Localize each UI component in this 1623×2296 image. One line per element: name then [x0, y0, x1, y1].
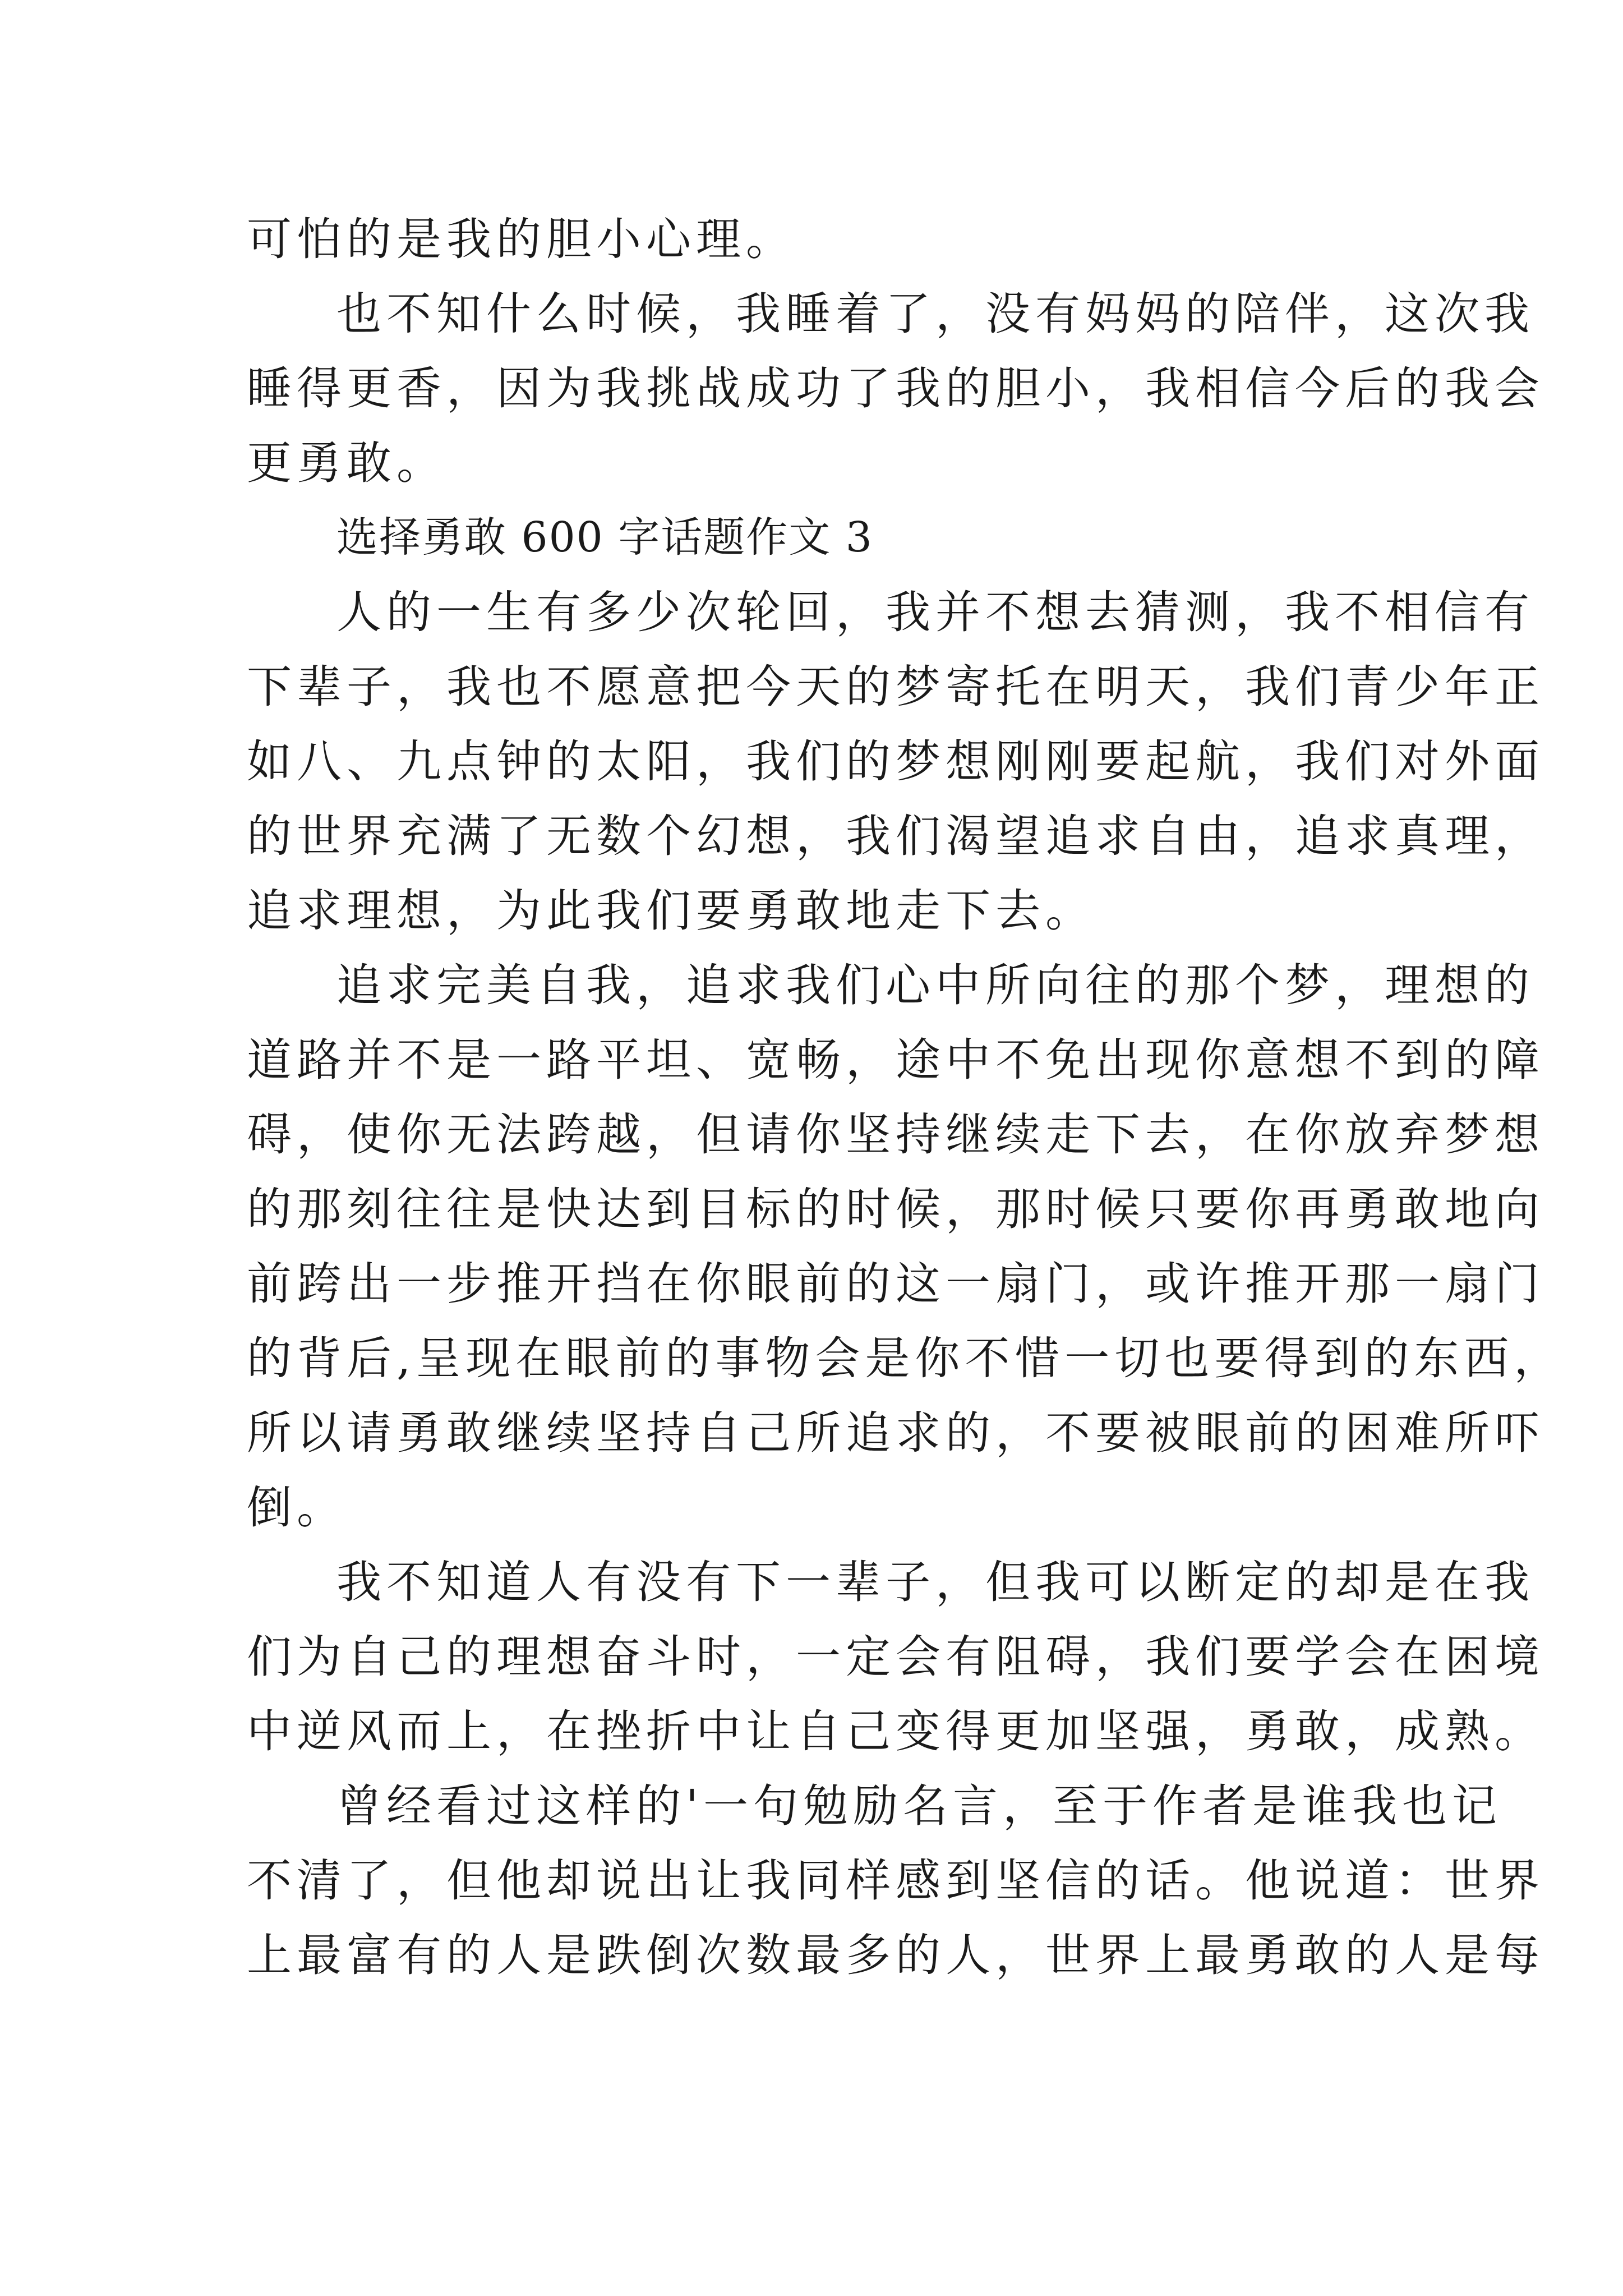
text-line: 也不知什么时候，我睡着了，没有妈妈的陪伴，这次我: [336, 288, 1534, 340]
text-line: 可怕的是我的胆小心理。: [247, 213, 796, 265]
text-line: 下辈子，我也不愿意把今天的梦寄托在明天，我们青少年正: [247, 661, 1544, 713]
text-line: 追求理想，为此我们要勇敢地走下去。: [247, 885, 1095, 937]
text-line: 们为自己的理想奋斗时，一定会有阻碍，我们要学会在困境: [247, 1631, 1544, 1683]
paragraph: [247, 277, 1544, 500]
paragraph: [247, 1769, 1544, 1993]
paragraph: [247, 575, 1544, 948]
paragraph: [247, 1545, 1544, 1769]
document-page: [247, 202, 1564, 1993]
text-line: 所以请勇敢继续坚持自己所追求的，不要被眼前的困难所吓: [247, 1407, 1544, 1459]
text-line: 如八、九点钟的太阳，我们的梦想刚刚要起航，我们对外面: [247, 735, 1544, 788]
text-line: 我不知道人有没有下一辈子，但我可以断定的却是在我: [336, 1556, 1534, 1608]
text-line: 曾经看过这样的'一句勉励名言，至于作者是谁我也记: [336, 1780, 1502, 1832]
text-line: 道路并不是一路平坦、宽畅，途中不免出现你意想不到的障: [247, 1034, 1544, 1086]
text-line: 的那刻往往是快达到目标的时候，那时候只要你再勇敢地向: [247, 1183, 1544, 1235]
text-line: 上最富有的人是跌倒次数最多的人，世界上最勇敢的人是每: [247, 1929, 1544, 1981]
text-line: 的世界充满了无数个幻想，我们渴望追求自由，追求真理，: [247, 810, 1544, 862]
text-line: 不清了，但他却说出让我同样感到坚信的话。他说道：世界: [247, 1855, 1544, 1907]
text-line: 倒。: [247, 1481, 347, 1534]
text-line: 睡得更香，因为我挑战成功了我的胆小，我相信今后的我会: [247, 362, 1544, 415]
text-line: 前跨出一步推开挡在你眼前的这一扇门，或许推开那一扇门: [247, 1258, 1544, 1310]
text-line: 更勇敢。: [247, 437, 446, 489]
heading-text: 选择勇敢 600 字话题作文 3: [336, 513, 873, 562]
text-line: 的背后,呈现在眼前的事物会是你不惜一切也要得到的东西，: [247, 1332, 1564, 1384]
paragraph-continuation: [247, 202, 1391, 277]
text-line: 追求完美自我，追求我们心中所向往的那个梦，理想的: [336, 959, 1534, 1011]
text-line: 碍，使你无法跨越，但请你坚持继续走下去，在你放弃梦想: [247, 1108, 1544, 1161]
text-line: 中逆风而上，在挫折中让自己变得更加坚强，勇敢，成熟。: [247, 1705, 1544, 1757]
section-heading: [247, 500, 1391, 575]
text-line: 人的一生有多少次轮回，我并不想去猜测，我不相信有: [336, 586, 1534, 638]
paragraph: [247, 948, 1564, 1545]
